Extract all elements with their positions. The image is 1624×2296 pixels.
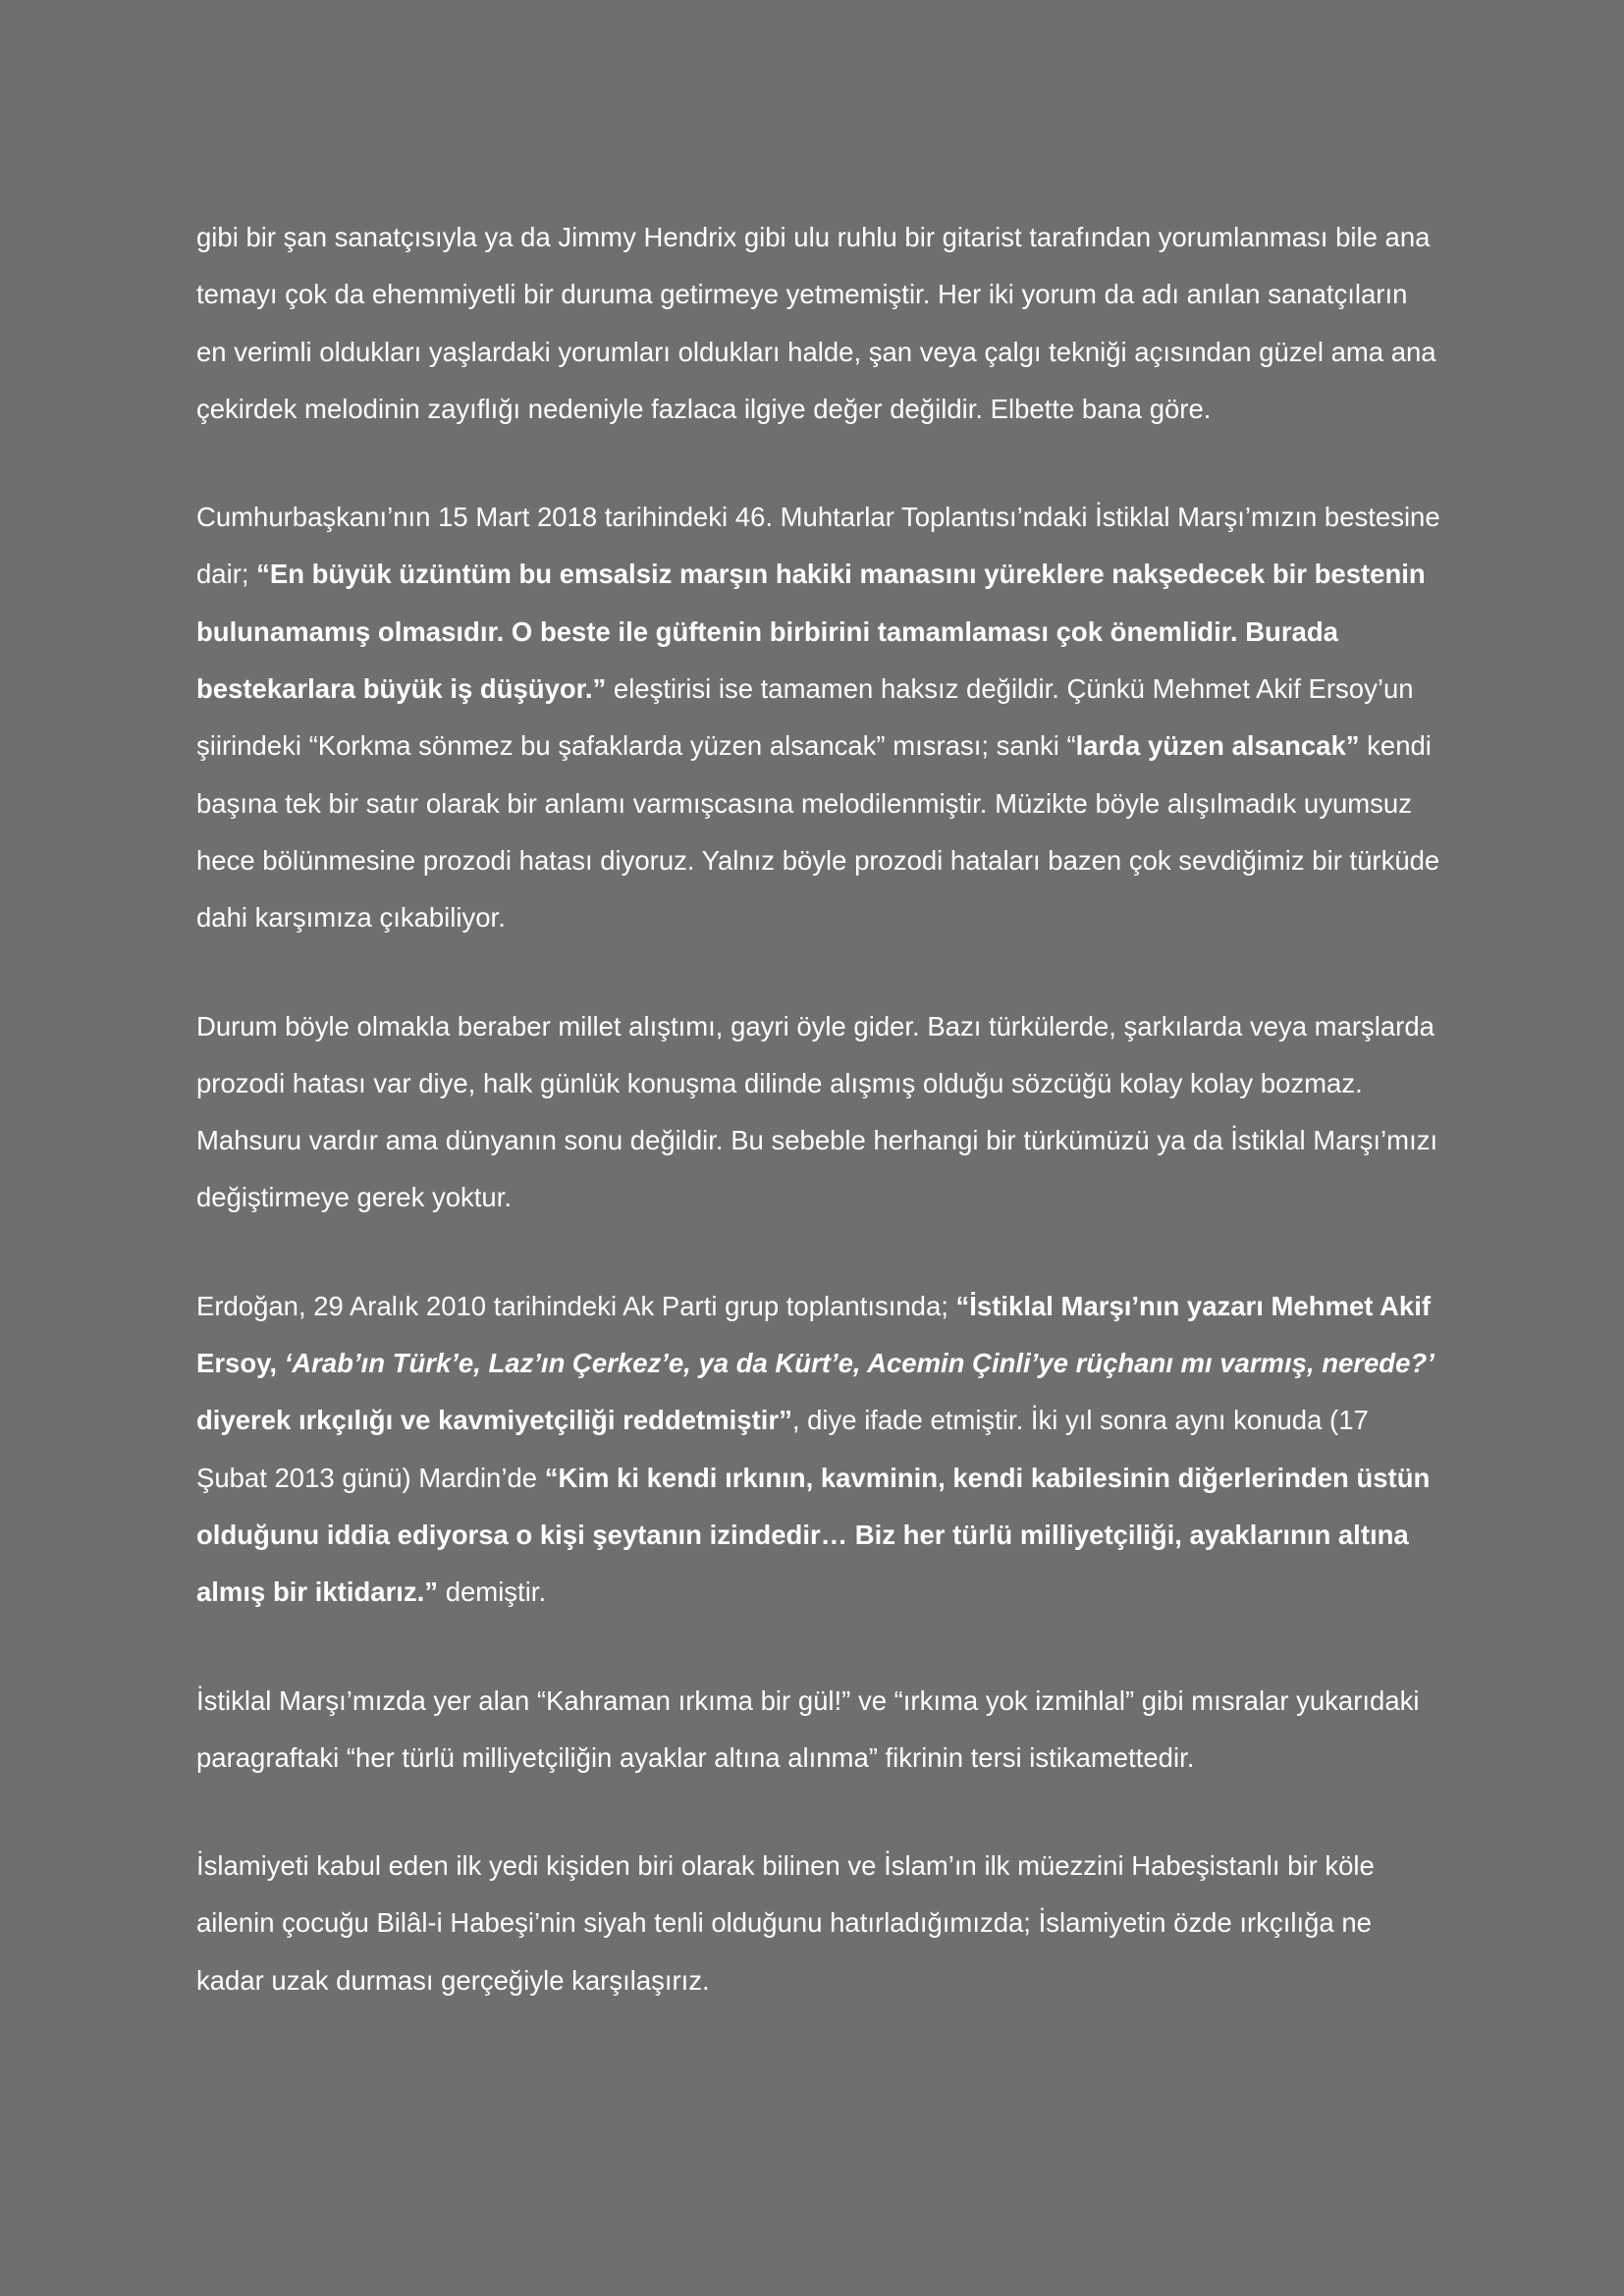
- bold-quote: “Kim ki kendi ırkının, kavminin, kendi kabilesinin diğerlerinden üstün olduğunu iddia ediyorsa o kişi şeytanın izindedir… Biz her türlü milliyetçiliği, ayaklarının altına almış bir iktidarız.”: [196, 1462, 1431, 1608]
- bold-italic-quote: [285, 1348, 1435, 1378]
- text-run: demiştir.: [438, 1576, 547, 1608]
- text-run: Erdoğan, 29 Aralık 2010 tarihindeki Ak Parti grup toplantısında;: [196, 1290, 956, 1321]
- text-run: gibi bir şan sanatçısıyla ya da Jimmy Hendrix gibi ulu ruhlu bir gitarist tarafından yorumlanması bile ana temayı çok da ehemmiyetli bir duruma getirmeye yetmemiştir. Her iki yorum da adı anılan sanatçıların en verimli oldukları yaşlardaki yorumları oldukları halde, şan veya çalgı tekniği açısından güzel ama ana çekirdek melodinin zayıflığı nedeniyle fazlaca ilgiye değer değildir. Elbette bana göre.: [196, 222, 1436, 424]
- text-run: İslamiyeti kabul eden ilk yedi kişiden biri olarak bilinen ve İslam’ın ilk müezzini Habeşistanlı bir köle ailenin çocuğu Bilâl-i Habeşi’nin siyah tenli olduğunu hatırladığımızda; İslamiyetin özde ırkçılığa ne kadar uzak durması gerçeğiyle karşılaşırız.: [196, 1850, 1375, 1996]
- text-run: , diye ifade etmiştir. İki yıl sonra aynı konuda (17 Şubat 2013 günü) Mardin’de: [196, 1405, 1369, 1493]
- paragraph: [196, 209, 1443, 438]
- text-run: İstiklal Marşı’mızda yer alan “Kahraman ırkıma bir gül!” ve “ırkıma yok izmihlal” gibi mısralar yukarıdaki paragraftaki “her türlü milliyetçiliğin ayaklar altına alınma” fikrinin tersi istikamettedir.: [196, 1684, 1420, 1773]
- text-run: Durum böyle olmakla beraber millet alıştımı, gayri öyle gider. Bazı türkülerde, şarkılarda veya marşlarda prozodi hatası var diye, halk günlük konuşma dilinde alışmış olduğu sözcüğü kolay kolay bozmaz. Mahsuru vardır ama dünyanın sonu değildir. Bu sebeble herhangi bir türkümüzü ya da İstiklal Marşı’mızı değiştirmeye gerek yoktur.: [196, 1010, 1438, 1213]
- paragraph: [196, 998, 1443, 1227]
- paragraph: [196, 489, 1443, 946]
- text-run: Cumhurbaşkanı’nın 15 Mart 2018 tarihindeki 46. Muhtarlar Toplantısı’ndaki İstiklal Marşı’mızın bestesine dair;: [196, 502, 1440, 590]
- text-run: eleştirisi ise tamamen haksız değildir. Çünkü Mehmet Akif Ersoy’un şiirindeki “Korkma sönmez bu şafaklarda yüzen alsancak” mısrası; sanki “: [196, 673, 1414, 762]
- bold-quote: diyerek ırkçılığı ve kavmiyetçiliği reddetmiştir”: [196, 1405, 792, 1436]
- paragraph: [196, 1673, 1443, 1788]
- bold-quote: larda yüzen alsancak”: [1075, 730, 1360, 762]
- paragraph: [196, 1278, 1443, 1622]
- document-body: [196, 209, 1443, 2060]
- text-run: kendi başına tek bir satır olarak bir anlamı varmışcasına melodilenmiştir. Müzikte böyle alışılmadık uyumsuz hece bölünmesine prozodi hatası diyoruz. Yalnız böyle prozodi hataları bazen çok sevdiğimiz bir türküde dahi karşımıza çıkabiliyor.: [196, 730, 1440, 934]
- bold-quote: “En büyük üzüntüm bu emsalsiz marşın hakiki manasını yüreklere nakşedecek bir bestenin bulunamamış olmasıdır. O beste ile güftenin birbirini tamamlaması çok önemlidir. Burada bestekarlara büyük iş düşüyor.”: [196, 559, 1426, 705]
- italic-quote: ‘Arab’ın Türk’e, Laz’ın Çerkez’e, ya da Kürt’e, Acemin Çinli’ye rüçhanı mı varmış, nerede?’: [284, 1348, 1435, 1379]
- paragraph: [196, 1838, 1443, 2009]
- bold-quote: “İstiklal Marşı’nın yazarı Mehmet Akif Ersoy,: [196, 1290, 1431, 1379]
